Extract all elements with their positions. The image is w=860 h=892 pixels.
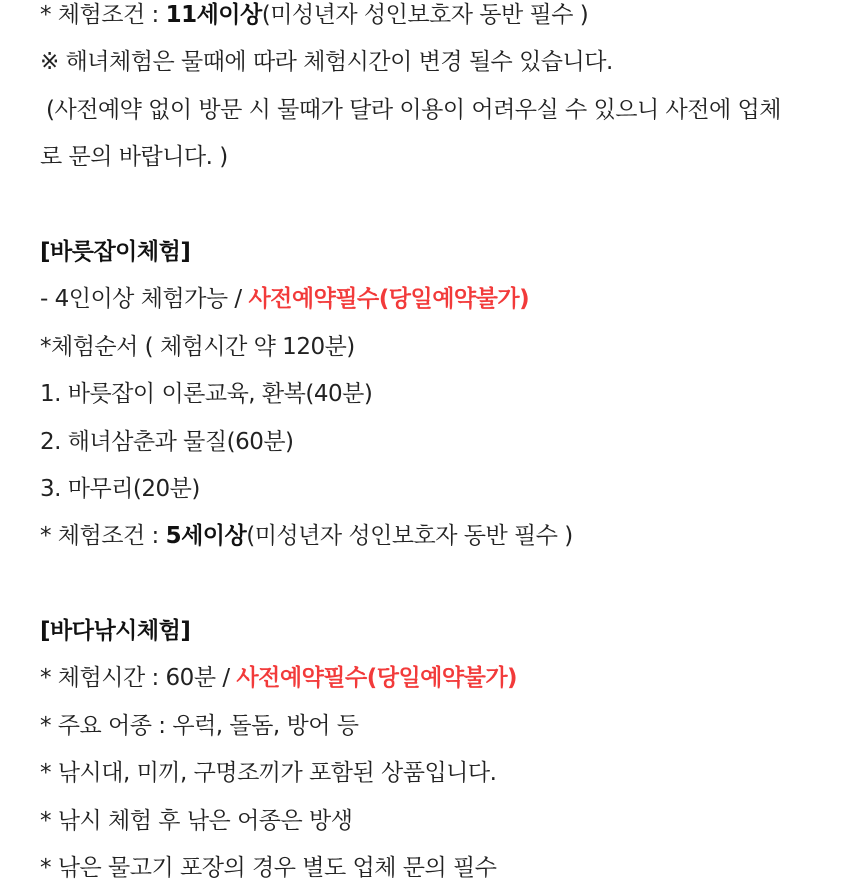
barut-capacity-line [40, 276, 830, 323]
fishing-packing-line: * 낚은 물고기 포장의 경우 별도 업체 문의 필수 [40, 855, 497, 882]
barut-condition-line [40, 513, 830, 560]
barut-order-title: *체험순서 ( 체험시간 약 120분) [40, 333, 355, 360]
condition-prefix: * 체험조건 : [40, 2, 166, 28]
fishing-reservation-required: 사전예약필수(당일예약불가) [236, 665, 518, 692]
fishing-included-line: * 낚시대, 미끼, 구명조끼가 포함된 상품입니다. [40, 760, 497, 787]
spacer [40, 561, 830, 608]
barut-step-3: 3. 마무리(20분) [40, 475, 200, 502]
condition-suffix: (미성년자 성인보호자 동반 필수 ) [246, 523, 573, 550]
barut-capacity-text: - 4인이상 체험가능 / [40, 286, 249, 313]
tide-note-line: ※ 해녀체험은 물때에 따라 체험시간이 변경 될수 있습니다. [40, 49, 613, 76]
fishing-release-line: * 낚시 체험 후 낚은 어종은 방생 [40, 807, 353, 834]
fishing-species-line: * 주요 어종 : 우럭, 돌돔, 방어 등 [40, 712, 359, 739]
barut-step-2: 2. 해녀삼춘과 물질(60분) [40, 428, 294, 455]
document-body [40, 0, 830, 892]
barut-heading: [바릇잡이체험] [40, 238, 191, 265]
top-condition-line [40, 0, 830, 39]
condition-age: 11세이상 [165, 2, 262, 28]
fishing-time-text: * 체험시간 : 60분 / [40, 665, 237, 692]
tide-note-line-2: (사전예약 없이 방문 시 물때가 달라 이용이 어려우실 수 있으니 사전에 업체 [46, 96, 781, 123]
condition-suffix: (미성년자 성인보호자 동반 필수 ) [261, 2, 589, 28]
barut-reservation-required: 사전예약필수(당일예약불가) [248, 286, 530, 313]
fishing-time-line [40, 655, 830, 702]
condition-prefix: * 체험조건 : [40, 523, 166, 550]
barut-step-1: 1. 바릇잡이 이론교육, 환복(40분) [40, 381, 373, 408]
tide-note-line-3: 로 문의 바랍니다. ) [40, 144, 228, 171]
spacer [40, 182, 830, 229]
condition-age: 5세이상 [165, 523, 247, 550]
fishing-heading: [바다낚시체험] [40, 618, 191, 645]
